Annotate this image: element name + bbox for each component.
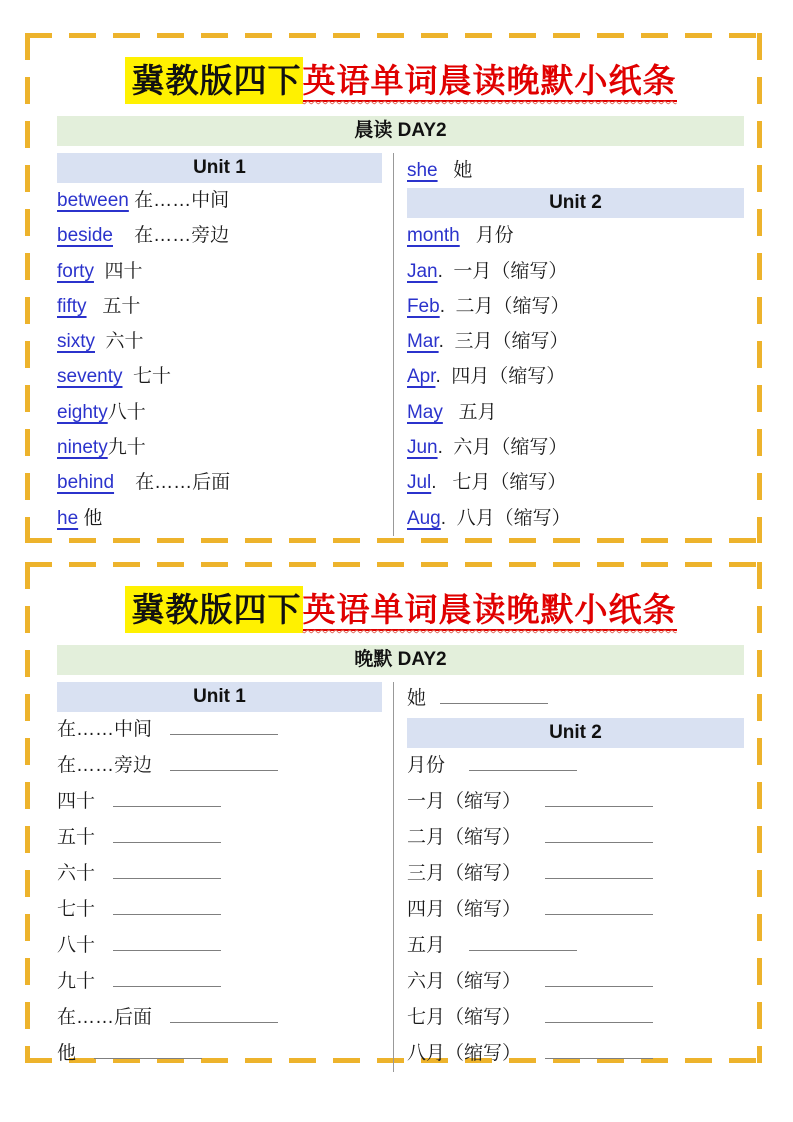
word-row (57, 430, 382, 465)
english-word: Mar (406, 331, 439, 353)
chinese-prompt: 她 (406, 688, 426, 709)
word-row (57, 254, 382, 289)
answer-blank-line (170, 1007, 278, 1023)
chinese-meaning: 八月（缩写） (446, 507, 571, 529)
word-row (57, 183, 382, 218)
chinese-prompt: 九十 (57, 971, 96, 992)
chinese-prompt: 月份 (406, 755, 445, 776)
chinese-prompt: 他 (57, 1043, 77, 1064)
chinese-meaning: 六十 (95, 331, 144, 353)
chinese-meaning: 一月（缩写） (442, 260, 568, 282)
word-suffix: . (437, 437, 443, 459)
chinese-meaning: 七月（缩写） (436, 472, 567, 494)
word-row (407, 430, 744, 465)
quiz-row (407, 892, 744, 928)
word-row (407, 254, 744, 289)
chinese-prompt: 五月 (406, 935, 445, 956)
answer-blank-line (170, 755, 278, 771)
answer-blank-line (545, 899, 653, 915)
chinese-meaning: 在……中间 (128, 190, 230, 211)
word-row (57, 359, 382, 394)
answer-blank-line (113, 971, 221, 987)
answer-blank-line (545, 1043, 653, 1059)
word-row (407, 153, 744, 188)
quiz-row (57, 712, 382, 748)
answer-blank-line (545, 1007, 653, 1023)
evening-unit1-column (57, 682, 393, 1072)
english-word: Aug (406, 507, 441, 529)
answer-blank-line (113, 827, 221, 843)
quiz-row (407, 856, 744, 892)
answer-blank-line (469, 755, 577, 771)
word-suffix: . (440, 507, 447, 529)
word-row (407, 501, 744, 536)
quiz-row (57, 820, 382, 856)
chinese-meaning: 他 (78, 507, 103, 529)
quiz-row (57, 928, 382, 964)
chinese-meaning: 在……后面 (114, 472, 231, 494)
card-title (57, 584, 744, 631)
chinese-meaning: 六月（缩写） (442, 437, 568, 459)
morning-reading-card (25, 33, 762, 543)
answer-blank-line (545, 863, 653, 879)
answer-blank-line (94, 1043, 202, 1059)
word-row (57, 324, 382, 359)
title-main-red: 英语单词晨读晚默小纸条 (303, 62, 677, 102)
word-row (57, 465, 382, 500)
english-word: eighty (57, 401, 108, 423)
morning-columns (57, 153, 744, 536)
word-row (407, 465, 744, 500)
chinese-meaning: 她 (437, 160, 473, 181)
chinese-meaning: 四十 (93, 260, 143, 282)
english-word: May (406, 401, 443, 423)
evening-columns (57, 682, 744, 1072)
morning-unit1-column (57, 153, 393, 536)
word-suffix: . (439, 295, 445, 317)
word-row (407, 324, 744, 359)
english-word: Feb (406, 295, 440, 317)
chinese-prompt: 七月（缩写） (406, 1007, 521, 1028)
english-word: he (57, 507, 79, 529)
answer-blank-line (113, 791, 221, 807)
word-suffix: . (437, 260, 443, 282)
word-row (57, 289, 382, 324)
english-word: she (406, 160, 438, 181)
unit2-header: Unit 2 (407, 188, 744, 218)
quiz-row (57, 964, 382, 1000)
quiz-row (407, 928, 744, 964)
quiz-row (407, 1036, 744, 1072)
english-word: behind (57, 472, 115, 494)
quiz-row (407, 748, 744, 784)
chinese-meaning: 二月（缩写） (444, 295, 570, 317)
english-word: beside (57, 225, 113, 247)
quiz-row (407, 820, 744, 856)
card-title (57, 55, 744, 102)
quiz-row (57, 1000, 382, 1036)
word-row (407, 359, 744, 394)
word-row (57, 218, 382, 253)
english-word: ninety (57, 437, 108, 459)
morning-unit2-word-list (407, 218, 744, 536)
chinese-prompt: 三月（缩写） (406, 863, 521, 884)
english-word: forty (57, 260, 94, 282)
session-header-evening: 晚默 DAY2 (57, 645, 744, 675)
chinese-prompt: 六月（缩写） (406, 971, 521, 992)
answer-blank-line (113, 863, 221, 879)
evening-unit2-quiz-list (407, 748, 744, 1072)
chinese-prompt: 六十 (57, 863, 96, 884)
chinese-meaning: 五十 (86, 295, 141, 317)
english-word: Apr (406, 366, 436, 388)
evening-unit1-quiz-list (57, 712, 382, 1072)
word-row (57, 501, 382, 536)
chinese-prompt: 在……中间 (57, 719, 153, 740)
answer-blank-line (545, 791, 653, 807)
chinese-prompt: 在……旁边 (57, 755, 153, 776)
word-suffix: . (435, 366, 441, 388)
quiz-row (407, 964, 744, 1000)
chinese-meaning: 七十 (122, 366, 172, 388)
answer-blank-line (113, 935, 221, 951)
chinese-prompt: 七十 (57, 899, 96, 920)
quiz-row (57, 748, 382, 784)
answer-blank-line (113, 899, 221, 915)
unit1-header: Unit 1 (57, 153, 382, 183)
word-row (407, 218, 744, 253)
chinese-meaning: 在……旁边 (113, 225, 230, 247)
word-suffix: . (438, 331, 444, 353)
chinese-prompt: 八十 (57, 935, 96, 956)
answer-blank-line (545, 827, 653, 843)
english-word: Jan (406, 260, 438, 282)
morning-unit2-column (393, 153, 744, 536)
chinese-prompt: 在……后面 (57, 1007, 153, 1028)
quiz-row (407, 784, 744, 820)
word-row (407, 395, 744, 430)
chinese-meaning: 九十 (107, 437, 146, 459)
title-main-red: 英语单词晨读晚默小纸条 (303, 591, 677, 631)
chinese-meaning: 三月（缩写） (443, 331, 569, 353)
unit1-header: Unit 1 (57, 682, 382, 712)
evening-dictation-card (25, 562, 762, 1063)
quiz-row (57, 892, 382, 928)
quiz-row (57, 1036, 382, 1072)
chinese-prompt: 八月（缩写） (406, 1043, 521, 1064)
chinese-prompt: 五十 (57, 827, 96, 848)
quiz-row (57, 784, 382, 820)
word-row (407, 289, 744, 324)
chinese-prompt: 二月（缩写） (406, 827, 521, 848)
morning-unit1-word-list (57, 183, 382, 536)
english-word: month (406, 225, 460, 247)
chinese-prompt: 四月（缩写） (406, 899, 521, 920)
word-row (57, 395, 382, 430)
english-word: Jul (406, 472, 432, 494)
title-edition-highlight: 冀教版四下 (125, 586, 303, 633)
answer-blank-line (440, 688, 548, 704)
title-edition-highlight: 冀教版四下 (125, 57, 303, 104)
quiz-row (407, 682, 744, 718)
quiz-row (407, 1000, 744, 1036)
answer-blank-line (469, 935, 577, 951)
english-word: fifty (57, 295, 87, 317)
english-word: Jun (406, 437, 438, 459)
unit2-header: Unit 2 (407, 718, 744, 748)
chinese-meaning: 四月（缩写） (440, 366, 566, 388)
chinese-prompt: 四十 (57, 791, 96, 812)
chinese-prompt: 一月（缩写） (406, 791, 521, 812)
english-word: between (57, 190, 129, 211)
answer-blank-line (170, 719, 278, 735)
evening-unit2-column (393, 682, 744, 1072)
chinese-meaning: 八十 (107, 401, 146, 423)
english-word: sixty (57, 331, 95, 353)
english-word: seventy (57, 366, 123, 388)
chinese-meaning: 月份 (459, 225, 514, 247)
answer-blank-line (545, 971, 653, 987)
session-header-morning: 晨读 DAY2 (57, 116, 744, 146)
word-suffix: . (431, 472, 437, 494)
quiz-row (57, 856, 382, 892)
chinese-meaning: 五月 (442, 401, 497, 423)
